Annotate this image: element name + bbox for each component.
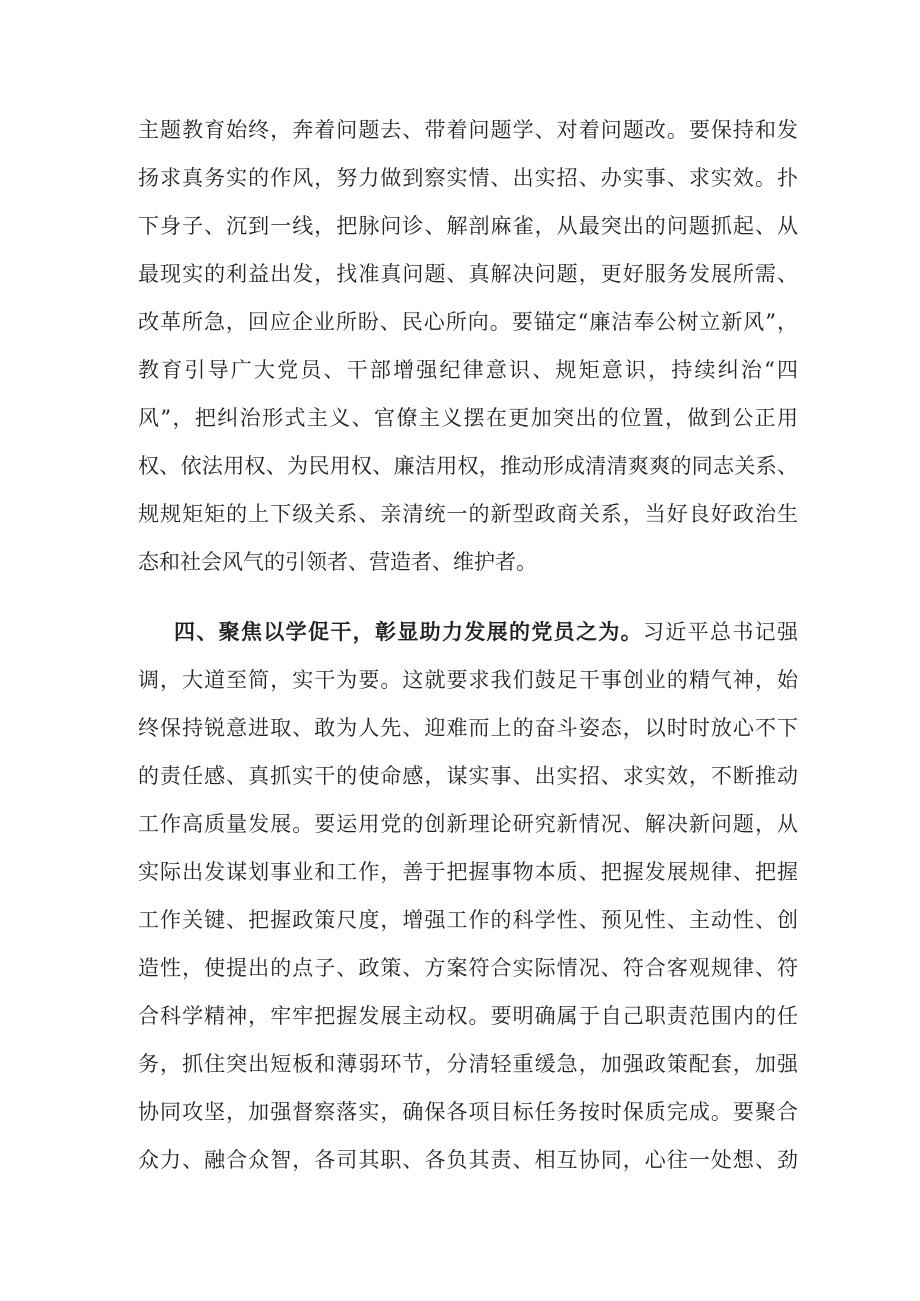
- paragraph-2-line: 众力、融合众智，各司其职、各负其责、相互协同，心往一处想、劲: [138, 1148, 798, 1172]
- paragraph-1-line: 教育引导广大党员、干部增强纪律意识、规矩意识，持续纠治“四: [138, 358, 798, 382]
- paragraph-1-line: 风”，把纠治形式主义、官僚主义摆在更加突出的位置，做到公正用: [138, 406, 798, 430]
- paragraph-1-line: 最现实的利益出发，找准真问题、真解决问题，更好服务发展所需、: [138, 262, 798, 286]
- paragraph-2-first-line-rest: 习近平总书记强: [643, 620, 798, 644]
- paragraph-2-line: 造性，使提出的点子、政策、方案符合实际情况、符合客观规律、符: [138, 956, 798, 980]
- paragraph-2-line: 调，大道至简，实干为要。这就要求我们鼓足干事创业的精气神，始: [138, 668, 798, 692]
- paragraph-1: [138, 106, 798, 586]
- paragraph-2-line: 工作关键、把握政策尺度，增强工作的科学性、预见性、主动性、创: [138, 908, 798, 932]
- section-heading: 四、聚焦以学促干，彰显助力发展的党员之为。: [174, 619, 643, 644]
- paragraph-2-line: 终保持锐意进取、敢为人先、迎难而上的奋斗姿态，以时时放心不下: [138, 716, 798, 740]
- paragraph-1-line: 下身子、沉到一线，把脉问诊、解剖麻雀，从最突出的问题抓起、从: [138, 214, 798, 238]
- paragraph-2-first-line: [138, 608, 798, 656]
- paragraph-1-line: 规规矩矩的上下级关系、亲清统一的新型政商关系，当好良好政治生: [138, 502, 798, 526]
- paragraph-2-line: 合科学精神，牢牢把握发展主动权。要明确属于自己职责范围内的任: [138, 1004, 798, 1028]
- paragraph-1-line: 主题教育始终，奔着问题去、带着问题学、对着问题改。要保持和发: [138, 118, 798, 142]
- paragraph-2-line: 的责任感、真抓实干的使命感，谋实事、出实招、求实效，不断推动: [138, 764, 798, 788]
- paragraph-2-line: 实际出发谋划事业和工作，善于把握事物本质、把握发展规律、把握: [138, 860, 798, 884]
- paragraph-2-line: 协同攻坚，加强督察落实，确保各项目标任务按时保质完成。要聚合: [138, 1100, 798, 1124]
- paragraph-1-line: 态和社会风气的引领者、营造者、维护者。: [138, 550, 537, 574]
- paragraph-2-line: 务，抓住突出短板和薄弱环节，分清轻重缓急，加强政策配套，加强: [138, 1052, 798, 1076]
- paragraph-1-line: 权、依法用权、为民用权、廉洁用权，推动形成清清爽爽的同志关系、: [138, 454, 798, 478]
- paragraph-1-line: 扬求真务实的作风，努力做到察实情、出实招、办实事、求实效。扑: [138, 166, 798, 190]
- paragraph-1-line: 改革所急，回应企业所盼、民心所向。要锚定“廉洁奉公树立新风”，: [138, 310, 798, 334]
- paragraph-2: [138, 608, 798, 1184]
- paragraph-2-line: 工作高质量发展。要运用党的创新理论研究新情况、解决新问题，从: [138, 812, 798, 836]
